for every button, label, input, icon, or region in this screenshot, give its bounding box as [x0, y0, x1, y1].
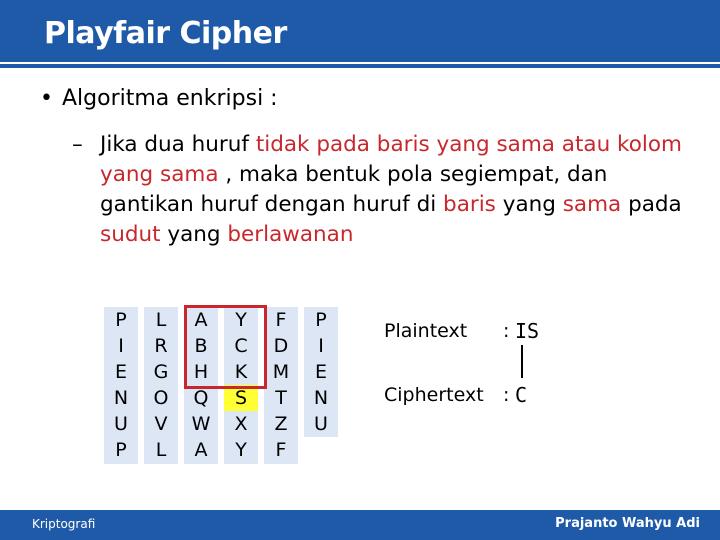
matrix-cell-r1-c2: B: [184, 333, 218, 360]
matrix-cell-r1-c3: C: [224, 333, 258, 360]
matrix-cell-r5-c0: P: [104, 437, 138, 464]
matrix-cell-r2-c1: G: [144, 359, 178, 386]
matrix-cell-r2-c5: E: [304, 359, 338, 386]
sub-bullet: [72, 130, 692, 250]
body-text: yang: [495, 192, 563, 217]
body-text: yang: [160, 222, 228, 247]
plaintext-value: IS: [515, 319, 540, 343]
matrix-cell-r4-c0: U: [104, 411, 138, 438]
matrix-cell-r1-c1: R: [144, 333, 178, 360]
bullet-dot: •: [40, 86, 53, 111]
matrix-cell-r4-c4: Z: [264, 411, 298, 438]
matrix-cell-r0-c0: P: [104, 307, 138, 334]
matrix-cell-r0-c5: P: [304, 307, 338, 334]
matrix-cell-r0-c1: L: [144, 307, 178, 334]
matrix-cell-r2-c2: H: [184, 359, 218, 386]
matrix-cell-r3-c1: O: [144, 385, 178, 412]
arrow-line: [521, 345, 523, 378]
matrix-cell-r5-c3: Y: [224, 437, 258, 464]
matrix-cell-r4-c3: X: [224, 411, 258, 438]
matrix-cell-r1-c5: I: [304, 333, 338, 360]
matrix-cell-r5-c4: F: [264, 437, 298, 464]
emphasis-text: baris: [443, 192, 496, 217]
plaintext-label: Plaintext: [384, 320, 468, 342]
matrix-cell-r3-c4: T: [264, 385, 298, 412]
matrix-cell-r2-c3: K: [224, 359, 258, 386]
plaintext-separator: :: [503, 320, 510, 342]
dash-marker: –: [72, 132, 83, 157]
matrix-cell-r2-c4: M: [264, 359, 298, 386]
emphasis-text: tidak pada baris yang sama atau kolom yang sama: [100, 132, 682, 187]
ciphertext-label: Ciphertext: [384, 384, 484, 406]
matrix-cell-r3-c3: S: [224, 385, 258, 412]
ciphertext-separator: :: [503, 384, 510, 406]
slide-title: Playfair Cipher: [44, 16, 287, 51]
body-text: pada: [621, 192, 682, 217]
matrix-cell-r4-c5: U: [304, 411, 338, 438]
bullet-heading: [40, 86, 278, 111]
body-text: Jika dua huruf: [100, 132, 256, 157]
body-text: , maka bentuk pola segiempat, dan gantikan huruf dengan huruf di: [100, 162, 608, 217]
matrix-cell-r5-c2: A: [184, 437, 218, 464]
matrix-cell-r4-c1: V: [144, 411, 178, 438]
matrix-cell-r0-c4: F: [264, 307, 298, 334]
matrix-cell-r0-c2: A: [184, 307, 218, 334]
matrix-cell-r5-c1: L: [144, 437, 178, 464]
matrix-cell-r5-c5: [304, 437, 338, 464]
emphasis-text: berlawanan: [227, 222, 354, 247]
title-underline: [0, 62, 720, 64]
matrix-cell-r4-c2: W: [184, 411, 218, 438]
bullet-text: Algoritma enkripsi :: [62, 86, 278, 111]
matrix-cell-r2-c0: E: [104, 359, 138, 386]
sub-bullet-text: [100, 130, 692, 250]
footer-course: Kriptografi: [32, 517, 96, 531]
matrix-cell-r3-c0: N: [104, 385, 138, 412]
ciphertext-value: C: [515, 383, 528, 407]
emphasis-text: sama: [562, 192, 622, 217]
footer-author: Prajanto Wahyu Adi: [555, 516, 700, 531]
matrix-cell-r1-c0: I: [104, 333, 138, 360]
rectangle-pattern-box: [184, 305, 267, 389]
matrix-cell-r3-c5: N: [304, 385, 338, 412]
emphasis-text: sudut: [100, 222, 161, 247]
matrix-cell-r3-c2: Q: [184, 385, 218, 412]
matrix-cell-r1-c4: D: [264, 333, 298, 360]
matrix-cell-r0-c3: Y: [224, 307, 258, 334]
